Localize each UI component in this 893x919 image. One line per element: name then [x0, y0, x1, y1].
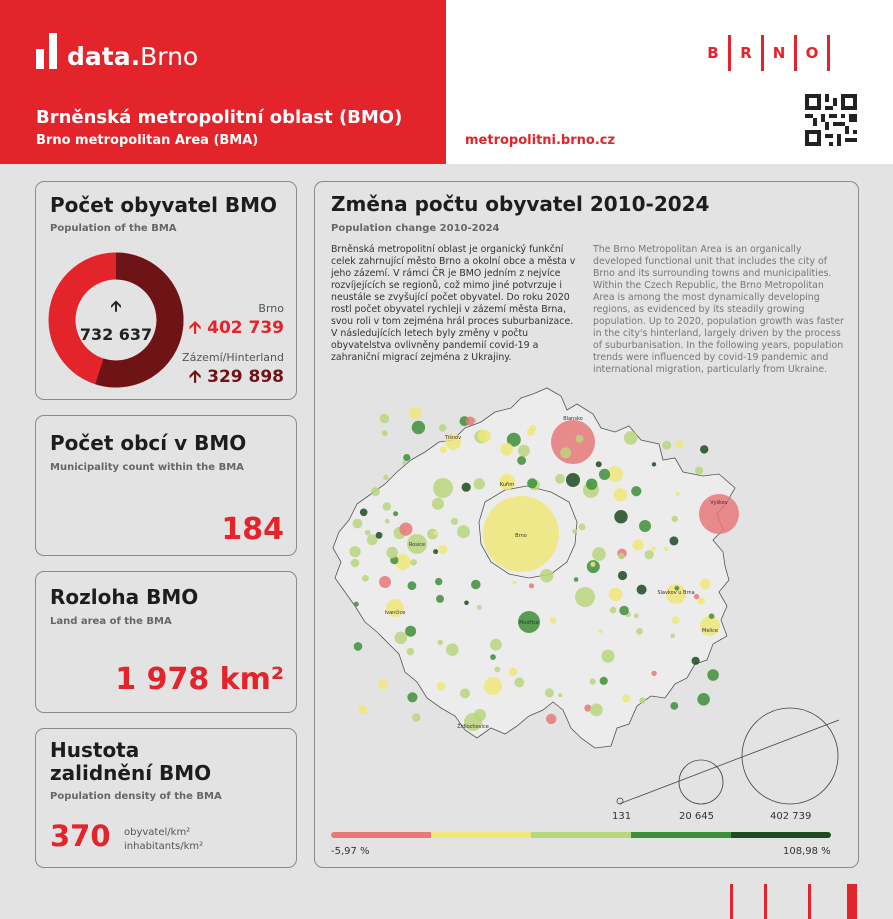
municipality-bubble: [433, 531, 437, 535]
footer-bar: [808, 884, 811, 919]
municipality-bubble: [529, 583, 534, 588]
municipality-bubble: [383, 475, 388, 480]
municipality-bubble: [509, 668, 518, 677]
municipality-bubble: [477, 605, 482, 610]
municipality-bubble: [407, 648, 415, 656]
municipality-bubble: [709, 613, 715, 619]
municipality-bubble: [697, 693, 710, 706]
municipality-bubble: [622, 694, 630, 702]
area-value: 1 978 km²: [115, 662, 284, 697]
municipality-bubble: [433, 478, 453, 498]
municipality-bubble: [437, 682, 446, 691]
municipality-bubble: [695, 467, 703, 475]
label-ivancice: Ivančice: [384, 610, 406, 616]
municipality-bubble: [399, 523, 412, 536]
municipality-bubble: [558, 693, 562, 697]
brno-population-value: [189, 315, 284, 344]
municipality-bubble: [624, 431, 638, 445]
data-brno-logo[interactable]: [36, 33, 198, 69]
scale-segment-5: [731, 832, 831, 838]
scale-segment-2: [431, 832, 531, 838]
municipality-bubble: [435, 578, 442, 585]
size-legend-min: 131: [612, 811, 632, 822]
municipality-bubble: [540, 569, 553, 582]
municipality-bubble: [436, 595, 444, 603]
municipality-bubble: [433, 549, 438, 554]
area-title: Rozloha BMO: [50, 585, 199, 609]
municipality-bubble: [707, 669, 719, 681]
header: [0, 0, 893, 164]
population-card: [35, 181, 297, 400]
arrow-up-icon: 🡩: [188, 318, 208, 338]
brand-letter-o: O: [805, 44, 819, 62]
municipality-bubble: [636, 628, 643, 635]
size-legend-max: 402 739: [770, 811, 812, 822]
municipality-bubble: [692, 657, 700, 665]
density-unit-cz: obyvatel/km²: [124, 827, 191, 838]
municipality-bubble: [599, 469, 610, 480]
municipality-bubble: [393, 511, 398, 516]
municipality-bubble: [652, 462, 656, 466]
municipality-bubble: [555, 474, 565, 484]
density-card: [35, 728, 297, 868]
population-total: 732 637: [79, 325, 153, 344]
footer-bar: [764, 884, 767, 919]
municipalities-title: Počet obcí v BMO: [50, 431, 247, 455]
qr-code-icon[interactable]: [805, 94, 857, 146]
municipality-bubble: [471, 580, 481, 590]
density-subtitle: Population density of the BMA: [50, 791, 222, 802]
municipality-bubble: [405, 626, 416, 637]
area-card: [35, 571, 297, 713]
municipality-bubble: [383, 502, 391, 510]
municipality-bubble: [645, 550, 654, 559]
footer-bar: [847, 884, 857, 919]
arrow-up-icon: 🡩: [110, 297, 122, 315]
municipality-bubble: [379, 576, 391, 588]
municipality-bubble: [560, 447, 571, 458]
label-rosice: Rosice: [408, 542, 426, 548]
hinterland-label: Zázemí/Hinterland: [182, 351, 284, 364]
municipality-bubble: [614, 510, 627, 523]
municipality-bubble: [466, 417, 475, 426]
logo-bars-icon: [36, 33, 57, 69]
municipality-bubble: [609, 588, 623, 602]
hinterland-population-value: [189, 364, 284, 393]
municipality-bubble: [358, 705, 367, 714]
municipality-bubble: [634, 613, 639, 618]
scale-segment-4: [631, 832, 731, 838]
population-title: Počet obyvatel BMO: [50, 193, 278, 217]
municipality-bubble: [512, 580, 516, 584]
area-subtitle: Land area of the BMA: [50, 616, 172, 627]
municipality-bubble: [494, 667, 500, 673]
brno-label: Brno: [258, 302, 284, 315]
municipality-bubble: [596, 461, 602, 467]
municipality-bubble: [694, 594, 699, 599]
municipality-bubble: [651, 671, 656, 676]
municipality-bubble: [700, 579, 711, 590]
description-cz: Brněnská metropolitní oblast je organický funkční celek zahrnující město Brno a okolní obce a města v jeho zázemí. V rámci ČR je BMO jedním z nejvíce rozvíjejících se regionů, což mimo jiné potvrzuje i neustále se zvyšující počet obyvatel. Do roku 2020 rostl počet obyvatel rychleji v zázemí města Brna, svou roli v tom zejména hrál proces suburbanizace. V následujících letech byly změny v počtu obyvatelstva ovlivněny pandemií covid-19 a zahraniční migrací zejména z Ukrajiny.: [331, 244, 576, 363]
label-modrice: Modřice: [519, 620, 539, 626]
municipality-bubble: [566, 473, 580, 487]
label-slavkov: Slavkov u Brna: [657, 590, 695, 596]
municipality-bubble: [451, 518, 458, 525]
municipality-bubble: [619, 606, 629, 616]
municipality-bubble: [676, 492, 680, 496]
municipality-bubble: [598, 629, 602, 633]
label-zidlochovice: Židlochovice: [457, 724, 489, 730]
change-subtitle: Population change 2010-2024: [331, 223, 500, 234]
municipality-bubble: [460, 688, 470, 698]
scale-min-label: -5,97 %: [331, 846, 370, 857]
municipality-bubble: [395, 632, 408, 645]
label-melice: Melice: [702, 628, 718, 634]
size-legend-mid: 20 645: [679, 811, 714, 822]
municipality-bubble: [474, 709, 486, 721]
municipality-bubble: [412, 713, 420, 721]
municipality-bubble: [651, 546, 656, 551]
municipality-bubble: [439, 424, 447, 432]
density-title-line1: Hustota: [50, 738, 140, 762]
municipality-bubble: [672, 516, 678, 522]
municipality-bubble: [407, 692, 417, 702]
municipality-bubble: [576, 435, 584, 443]
municipalities-card: [35, 415, 297, 556]
municipality-bubble: [360, 509, 368, 517]
population-subtitle: Population of the BMA: [50, 223, 177, 234]
municipality-bubble: [670, 634, 675, 639]
municipality-bubble: [408, 581, 417, 590]
municipality-bubble: [446, 643, 459, 656]
municipality-bubble: [527, 478, 537, 488]
municipality-bubble: [378, 680, 388, 690]
municipality-bubble: [386, 547, 398, 559]
municipality-bubble: [618, 553, 625, 560]
color-scale-bar: [331, 832, 831, 838]
municipality-bubble: [484, 677, 502, 695]
municipality-bubble: [664, 546, 669, 551]
arrow-up-icon: 🡩: [188, 367, 208, 387]
municipality-bubble: [410, 559, 417, 566]
label-brno: Brno: [515, 533, 527, 539]
municipality-bubble: [362, 575, 369, 582]
website-link[interactable]: metropolitni.brno.cz: [465, 133, 616, 148]
municipality-bubble: [464, 601, 469, 606]
municipality-bubble: [365, 530, 371, 536]
municipality-bubble: [354, 642, 363, 651]
brand-letter-n: N: [772, 44, 786, 62]
municipality-bubble: [354, 602, 359, 607]
municipality-bubble: [517, 456, 526, 465]
municipality-bubble: [527, 428, 535, 436]
hinterland-value-text: 329 898: [207, 367, 284, 387]
municipality-bubble: [672, 617, 680, 625]
municipality-bubble: [700, 445, 708, 453]
density-title: [50, 739, 211, 785]
label-vyskov: Vyškov: [710, 500, 728, 506]
municipality-bubble: [438, 545, 447, 554]
municipality-bubble: [586, 479, 597, 490]
brand-letter-r: R: [740, 44, 752, 62]
municipality-bubble: [669, 536, 678, 545]
scale-segment-1: [331, 832, 431, 838]
municipality-bubble: [371, 487, 380, 496]
bubble-map: [315, 382, 860, 822]
density-title-line2: zalidnění BMO: [50, 761, 212, 785]
municipality-bubble: [579, 523, 586, 530]
municipality-bubble: [662, 441, 671, 450]
label-kurim: Kuřim: [499, 482, 515, 488]
page-subtitle: Brno metropolitan Area (BMA): [36, 133, 259, 148]
density-unit-en: inhabitants/km²: [124, 841, 204, 852]
municipality-bubble: [490, 654, 496, 660]
municipality-bubble: [380, 414, 389, 423]
density-value: 370: [50, 819, 111, 853]
population-donut-chart: [48, 252, 184, 388]
municipality-bubble: [639, 697, 645, 703]
brno-value-text: 402 739: [207, 318, 284, 338]
municipality-bubble: [545, 688, 554, 697]
municipality-bubble: [590, 562, 595, 567]
municipality-bubble: [600, 677, 608, 685]
municipality-bubble: [601, 650, 614, 663]
label-tisnov: Tišnov: [444, 435, 462, 441]
municipality-bubble: [618, 571, 627, 580]
scale-segment-3: [531, 832, 631, 838]
municipality-bubble: [675, 441, 683, 449]
municipality-bubble: [637, 585, 647, 595]
logo-text: data.Brno: [67, 42, 199, 71]
scale-max-label: 108,98 %: [783, 846, 831, 857]
municipality-bubble: [474, 478, 485, 489]
municipality-bubble: [457, 525, 470, 538]
municipality-bubble: [590, 704, 603, 717]
municipality-bubble: [575, 587, 595, 607]
municipality-bubble: [438, 640, 443, 645]
municipality-bubble: [610, 607, 617, 614]
municipality-bubble: [440, 446, 447, 453]
municipality-bubble: [376, 532, 383, 539]
municipality-bubble: [385, 519, 390, 524]
brand-letter-b: B: [707, 44, 719, 62]
municipality-bubble: [574, 577, 579, 582]
municipality-bubble: [382, 430, 388, 436]
page-title: Brněnská metropolitní oblast (BMO): [36, 107, 403, 128]
municipality-bubble: [670, 702, 678, 710]
municipality-bubble: [550, 617, 557, 624]
header-banner: [0, 0, 446, 164]
municipality-bubble: [514, 678, 524, 688]
label-blansko: Blansko: [563, 416, 583, 422]
municipality-bubble: [490, 639, 502, 651]
municipality-bubble: [518, 445, 530, 457]
municipality-bubble: [500, 443, 513, 456]
municipality-bubble: [590, 679, 596, 685]
population-change-card: [314, 181, 859, 868]
municipality-bubble: [631, 486, 641, 496]
brno-brand-mark: [706, 35, 838, 71]
municipality-bubble: [572, 529, 577, 534]
change-title: Změna počtu obyvatel 2010-2024: [331, 192, 710, 216]
municipality-bubble: [478, 430, 491, 443]
municipality-bubble: [633, 539, 644, 550]
municipality-bubble: [592, 547, 606, 561]
municipalities-value: 184: [221, 512, 284, 547]
municipality-bubble: [551, 420, 595, 464]
municipality-bubble: [403, 454, 410, 461]
description-en: The Brno Metropolitan Area is an organically developed functional unit that includes the city of Brno and its surrounding towns and municipalities. Within the Czech Republic, the Brno Metropolitan Area is among the most dynamically developing regions, as evidenced by its steadily growing population. Up to 2020, population growth was faster in the city's hinterland, largely driven by the process of suburbanisation. In the following years, population trends were influenced by covid-19 pandemic and international migration, particularly from Ukraine.: [593, 244, 844, 375]
municipality-bubble: [546, 714, 556, 724]
municipalities-subtitle: Municipality count within the BMA: [50, 462, 244, 473]
municipality-bubble: [412, 421, 425, 434]
municipality-bubble: [349, 546, 360, 557]
municipality-bubble: [639, 520, 651, 532]
municipality-bubble: [614, 488, 628, 502]
municipality-bubble: [402, 461, 406, 465]
municipality-bubble: [353, 519, 363, 529]
municipality-bubble: [351, 559, 360, 568]
municipality-bubble: [409, 407, 421, 419]
size-legend: [617, 708, 839, 804]
municipality-bubble: [432, 498, 444, 510]
municipality-bubble: [462, 483, 471, 492]
footer-bar: [730, 884, 733, 919]
